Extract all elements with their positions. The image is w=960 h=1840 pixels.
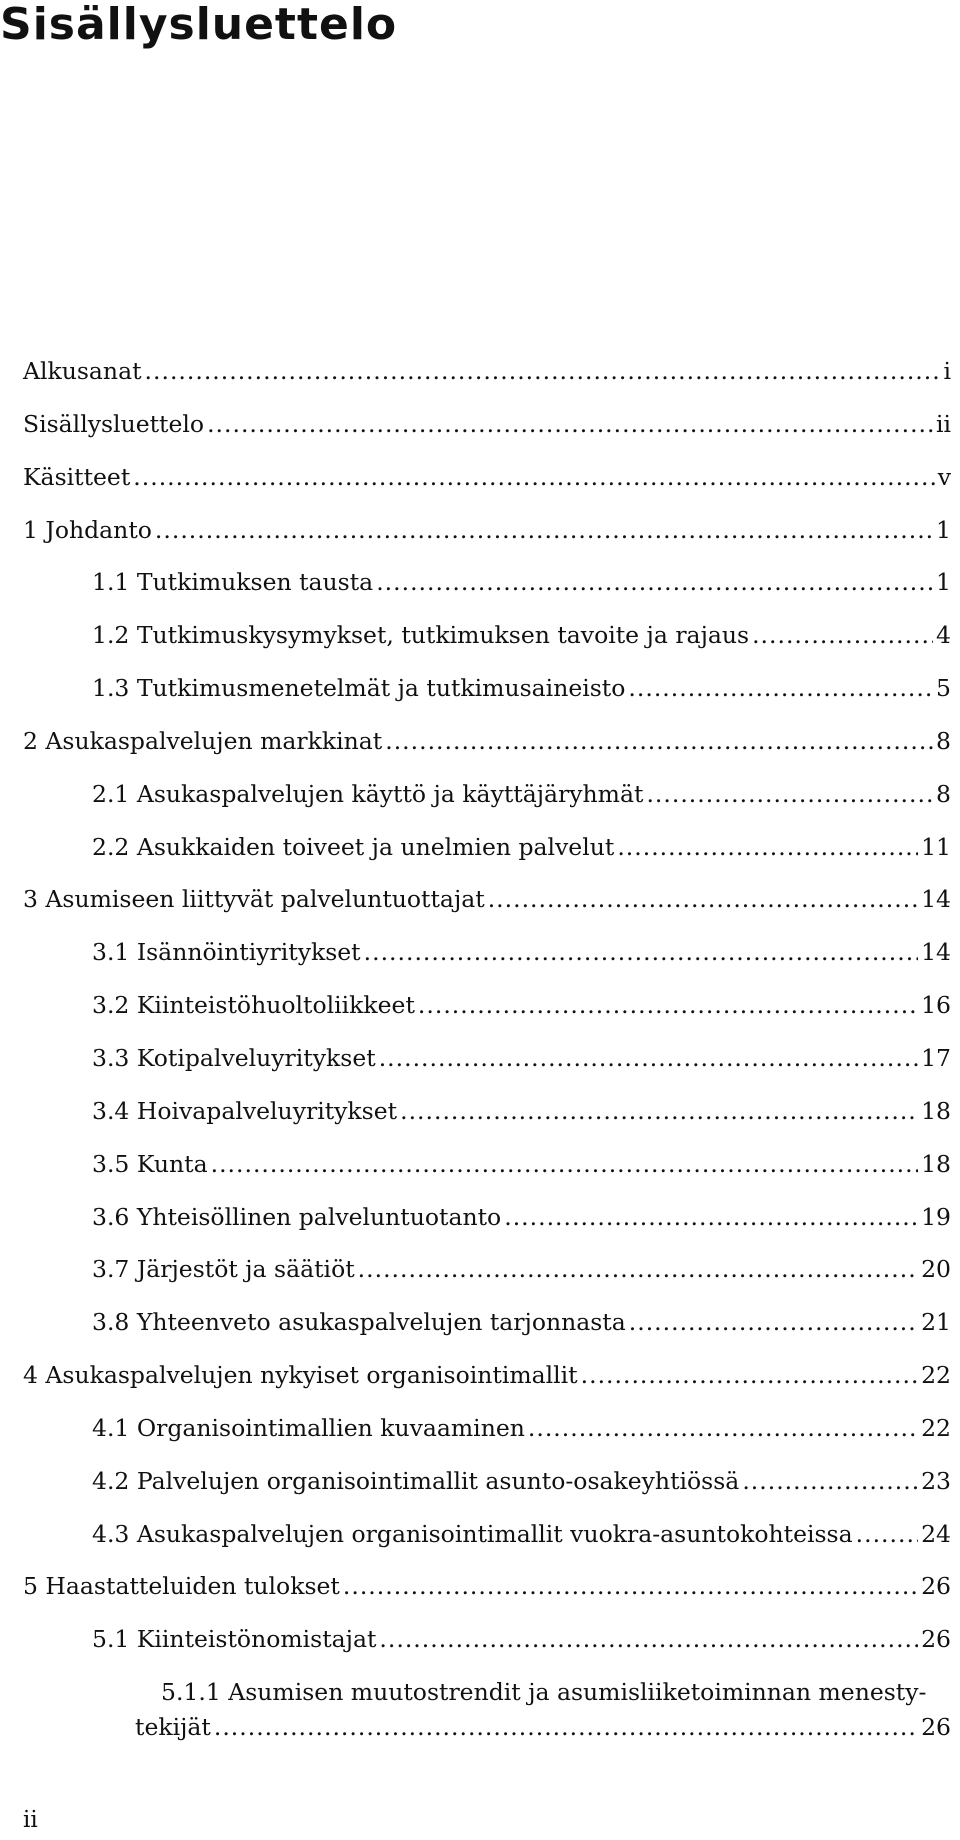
toc-entry[interactable] <box>23 565 951 618</box>
toc-entry-page: 21 <box>921 1308 951 1337</box>
toc-entry-page: 20 <box>921 1255 951 1284</box>
dot-leader <box>343 1569 918 1603</box>
toc-entry-label: 5 Haastatteluiden tulokset <box>23 1572 340 1601</box>
toc-entry[interactable] <box>23 1094 951 1147</box>
toc-entry-page: ii <box>935 409 951 438</box>
toc-entry[interactable] <box>23 1464 951 1517</box>
toc-entry-label: 1 Johdanto <box>23 515 152 544</box>
toc-entry-page: 22 <box>921 1361 951 1390</box>
toc-entry[interactable] <box>23 724 951 777</box>
dot-leader <box>145 354 941 388</box>
toc-entry-page: 22 <box>921 1413 951 1442</box>
dot-leader <box>155 513 933 547</box>
toc-entry[interactable] <box>23 882 951 935</box>
dot-leader <box>379 1622 918 1656</box>
toc-entry[interactable] <box>23 407 951 460</box>
toc-entry-label: 3.2 Kiinteistöhuoltoliikkeet <box>92 991 415 1020</box>
toc-entry[interactable] <box>23 1041 951 1094</box>
toc-entry-label: 4 Asukaspalvelujen nykyiset organisointimallit <box>23 1361 578 1390</box>
toc-entry[interactable] <box>23 1411 951 1464</box>
toc-entry-wrapped[interactable] <box>23 1675 951 1744</box>
toc-entry-label: Alkusanat <box>23 357 142 385</box>
dot-leader <box>752 618 933 652</box>
dot-leader <box>742 1464 918 1498</box>
toc-entry-page: 8 <box>936 726 951 755</box>
dot-leader <box>379 1041 918 1075</box>
toc-entry-label: 2.1 Asukaspalvelujen käyttö ja käyttäjäryhmät <box>92 779 644 808</box>
toc-entry-page: v <box>937 462 951 491</box>
dot-leader <box>358 1252 918 1286</box>
toc-entry[interactable] <box>23 988 951 1041</box>
toc-entry-label: 3.3 Kotipalveluyritykset <box>92 1043 376 1072</box>
toc-entry-page: 14 <box>921 885 951 914</box>
dot-leader <box>400 1094 918 1128</box>
dot-leader <box>418 988 918 1022</box>
toc-entry-page: 23 <box>921 1466 951 1495</box>
toc-entry-label-line2: tekijät <box>135 1713 211 1742</box>
toc-entry[interactable] <box>23 1622 951 1675</box>
toc-entry[interactable] <box>23 1569 951 1622</box>
toc-entry-label: 3.6 Yhteisöllinen palveluntuotanto <box>92 1202 502 1231</box>
toc-entry-label: 4.1 Organisointimallien kuvaaminen <box>92 1413 525 1442</box>
dot-leader <box>376 565 933 599</box>
toc-entry[interactable] <box>23 354 951 407</box>
dot-leader <box>856 1517 918 1551</box>
table-of-contents <box>23 354 951 1744</box>
dot-leader <box>385 724 933 758</box>
toc-entry-page: 19 <box>921 1202 951 1231</box>
toc-entry[interactable] <box>23 830 951 883</box>
toc-entry[interactable] <box>23 1358 951 1411</box>
dot-leader <box>133 460 934 494</box>
toc-entry[interactable] <box>23 671 951 724</box>
toc-entry-label: 4.2 Palvelujen organisointimallit asunto-osakeyhtiössä <box>92 1466 740 1495</box>
toc-entry-page: 14 <box>921 938 951 967</box>
toc-entry-page: 24 <box>921 1519 951 1548</box>
page-number: ii <box>23 1807 38 1833</box>
dot-leader <box>504 1200 918 1234</box>
toc-entry-label: 1.2 Tutkimuskysymykset, tutkimuksen tavoite ja rajaus <box>92 621 750 650</box>
dot-leader <box>617 830 918 864</box>
toc-entry-label: 5.1 Kiinteistönomistajat <box>92 1625 377 1654</box>
dot-leader <box>628 671 933 705</box>
toc-entry[interactable] <box>23 1147 951 1200</box>
page-title: Sisällysluettelo <box>0 0 398 50</box>
toc-entry-page: 4 <box>936 621 951 650</box>
dot-leader <box>207 407 933 441</box>
toc-entry-label: 3.5 Kunta <box>92 1149 208 1178</box>
toc-entry-label: 2 Asukaspalvelujen markkinat <box>23 726 383 755</box>
toc-entry-page: 18 <box>921 1096 951 1125</box>
toc-entry-label: 3.7 Järjestöt ja säätiöt <box>92 1255 355 1284</box>
toc-entry-page: 17 <box>921 1043 951 1072</box>
toc-entry[interactable] <box>23 935 951 988</box>
toc-entry-label: 2.2 Asukkaiden toiveet ja unelmien palvelut <box>92 832 615 861</box>
toc-entry[interactable] <box>23 777 951 830</box>
toc-entry-page: 16 <box>921 991 951 1020</box>
toc-entry[interactable] <box>23 618 951 671</box>
toc-entry-page: i <box>943 357 951 385</box>
toc-entry[interactable] <box>23 1517 951 1570</box>
toc-entry-page: 1 <box>936 515 951 544</box>
toc-entry[interactable] <box>23 513 951 566</box>
dot-leader <box>211 1147 918 1181</box>
toc-entry[interactable] <box>23 1252 951 1305</box>
dot-leader <box>214 1710 918 1744</box>
dot-leader <box>629 1305 918 1339</box>
toc-entry-label: 1.3 Tutkimusmenetelmät ja tutkimusaineisto <box>92 674 626 703</box>
dot-leader <box>488 882 918 916</box>
toc-entry-line2 <box>135 1710 951 1744</box>
toc-entry-label: Käsitteet <box>23 462 131 491</box>
toc-entry-page: 26 <box>921 1625 951 1654</box>
toc-entry-page: 1 <box>936 568 951 597</box>
toc-entry[interactable] <box>23 460 951 513</box>
dot-leader <box>581 1358 918 1392</box>
toc-entry-label: 3.8 Yhteenveto asukaspalvelujen tarjonnasta <box>92 1308 626 1337</box>
toc-entry[interactable] <box>23 1305 951 1358</box>
toc-entry-label: 3.1 Isännöintiyritykset <box>92 938 361 967</box>
toc-entry-page: 5 <box>936 674 951 703</box>
toc-entry-label: 3.4 Hoivapalveluyritykset <box>92 1096 398 1125</box>
toc-entry-label: 4.3 Asukaspalvelujen organisointimallit vuokra-asuntokohteissa <box>92 1519 853 1548</box>
toc-entry-page: 8 <box>936 779 951 808</box>
toc-entry-label: Sisällysluettelo <box>23 409 205 438</box>
dot-leader <box>528 1411 918 1445</box>
toc-entry-page: 26 <box>921 1713 951 1742</box>
toc-entry-page: 11 <box>921 832 951 861</box>
toc-entry-label: 3 Asumiseen liittyvät palveluntuottajat <box>23 885 485 914</box>
toc-entry-label: 1.1 Tutkimuksen tausta <box>92 568 374 597</box>
toc-entry-page: 18 <box>921 1149 951 1178</box>
toc-entry[interactable] <box>23 1200 951 1253</box>
dot-leader <box>364 935 918 969</box>
toc-entry-label-line1: 5.1.1 Asumisen muutostrendit ja asumisliiketoiminnan menesty- <box>161 1678 927 1707</box>
dot-leader <box>646 777 933 811</box>
toc-entry-page: 26 <box>921 1572 951 1601</box>
